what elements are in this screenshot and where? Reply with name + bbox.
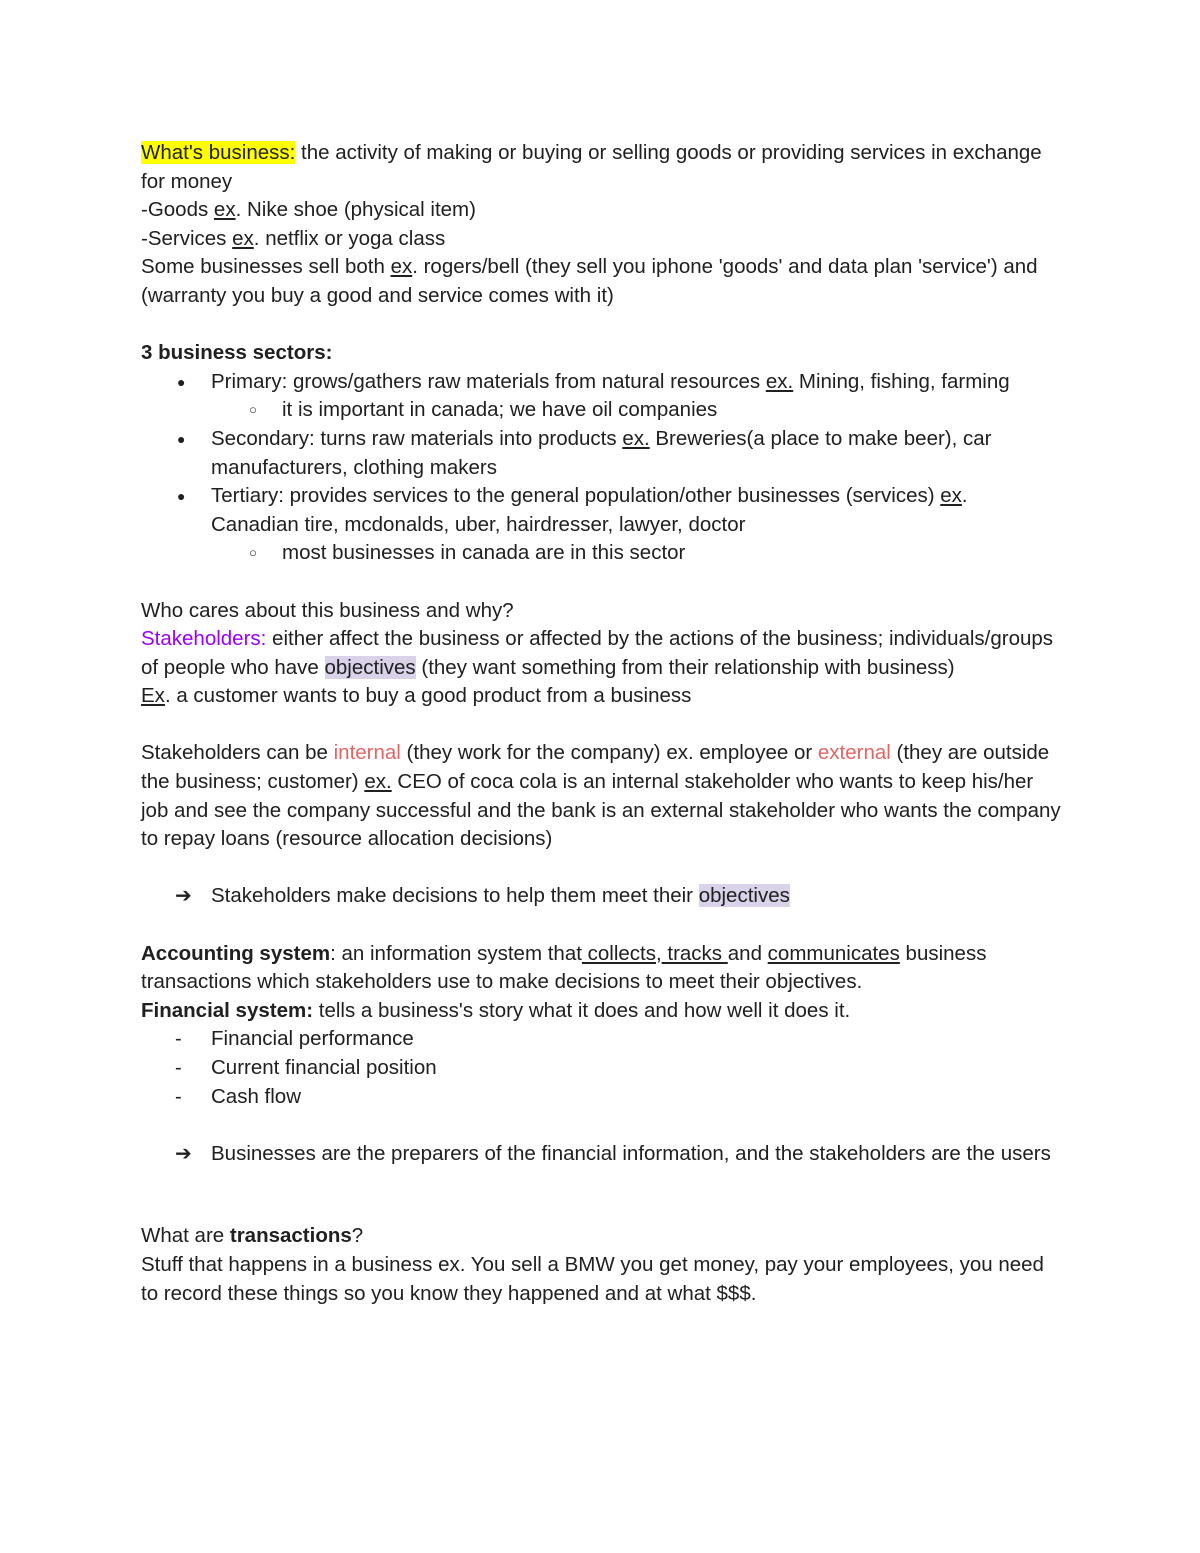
financial-definition: Financial system: tells a business's story what it does and how well it does it. <box>141 998 851 1022</box>
who-cares-line: Who cares about this business and why? <box>141 598 514 622</box>
internal-external-paragraph: Stakeholders can be internal (they work for the company) ex. employee or external (they are outside the business; customer) ex. CEO of coca cola is an internal stakeholder who wants to keep his/her job and see the company successful and the bank is an external stakeholder who wants the company to repay loans (resource allocation decisions) <box>141 741 1061 851</box>
spacer <box>141 854 1061 883</box>
circle-bullet-icon: ○ <box>249 402 257 418</box>
transactions-question: What are transactions? <box>141 1224 364 1248</box>
spacer <box>141 1168 1061 1222</box>
list-item: ● Primary: grows/gathers raw materials from natural resources ex. Mining, fishing, farming <box>141 368 1061 397</box>
goods-line: -Goods ex. Nike shoe (physical item) <box>141 198 476 222</box>
spacer <box>141 911 1061 940</box>
list-item: - Cash flow <box>141 1083 1061 1112</box>
stakeholders-term: Stakeholders: <box>141 627 267 651</box>
spacer <box>141 311 1061 340</box>
dash-icon: - <box>175 1085 182 1108</box>
list-item: ● Tertiary: provides services to the general population/other businesses (services) ex. Canadian tire, mcdonalds, uber, hairdresser, lawyer, doctor <box>177 484 968 536</box>
arrow-icon: ➔ <box>175 885 192 908</box>
both-line: Some businesses sell both ex. rogers/bell (they sell you iphone 'goods' and data plan 'service') and (warranty you buy a good and service comes with it) <box>141 255 1038 307</box>
arrow-icon: ➔ <box>175 1142 192 1165</box>
spacer <box>141 711 1061 740</box>
spacer <box>141 1111 1061 1140</box>
dash-icon: - <box>175 1057 182 1079</box>
dash-icon: - <box>175 1028 182 1051</box>
stakeholders-definition: Stakeholders: either affect the business or affected by the actions of the business; individuals/groups of people who have objectives (they want something from their relationship with business) <box>141 627 1054 679</box>
document-body <box>141 139 1061 1308</box>
customer-example: Ex. a customer wants to buy a good product from a business <box>141 684 692 708</box>
circle-bullet-icon: ○ <box>249 545 257 561</box>
sectors-heading: 3 business sectors: <box>141 341 333 365</box>
sectors-list <box>141 368 1061 568</box>
list-item: ➔ Businesses are the preparers of the financial information, and the stakeholders are the users <box>141 1140 1061 1169</box>
services-line: -Services ex. netflix or yoga class <box>141 226 446 250</box>
list-item: - Financial performance <box>141 1025 1061 1054</box>
transactions-body: Stuff that happens in a business ex. You sell a BMW you get money, pay your employees, you need to record these things so you know they happened and at what $$$. <box>141 1252 1044 1305</box>
list-item: ➔ Stakeholders make decisions to help them meet their objectives <box>141 882 1061 911</box>
arrow-list <box>141 882 1061 911</box>
arrow-list <box>141 1140 1061 1169</box>
business-term: What's business: <box>141 141 296 164</box>
list-item: ● Secondary: turns raw materials into products ex. Breweries(a place to make beer), car manufacturers, clothing makers <box>177 426 992 479</box>
bullet-icon: ● <box>177 430 186 447</box>
business-definition: What's business: the activity of making or buying or selling goods or providing services in exchange for money <box>141 141 1042 193</box>
bullet-icon: ● <box>177 373 186 390</box>
financial-list <box>141 1025 1061 1111</box>
spacer <box>141 568 1061 597</box>
accounting-definition: Accounting system: an information system that collects, tracks and communicates business transactions which stakeholders use to make decisions to meet their objectives. <box>141 941 987 994</box>
bullet-icon: ● <box>177 488 186 505</box>
list-item: ○ most businesses in canada are in this sector <box>141 539 1061 568</box>
list-item: - Current financial position <box>141 1054 1061 1083</box>
list-item: ○ it is important in canada; we have oil companies <box>141 396 1061 425</box>
